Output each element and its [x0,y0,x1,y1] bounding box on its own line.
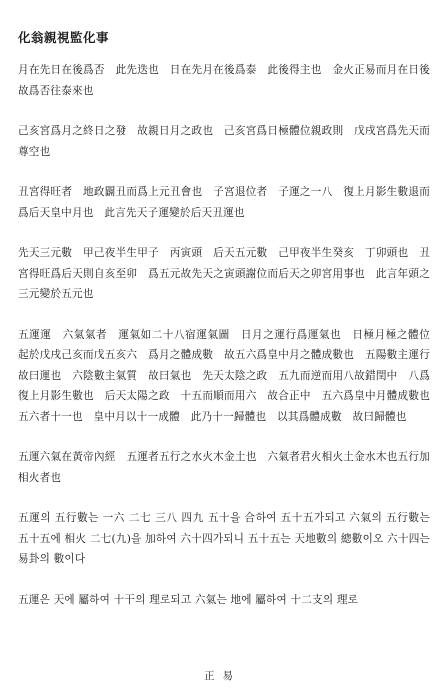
paragraph-6: 五運六氣在黃帝內經 五運者五行之水火木金土也 六氣者君火相火土金水木也五行加相火者也 [18,451,430,484]
paragraph-8: 五運은 天에 屬하여 十干의 理로되고 六氣는 地에 屬하여 十二支의 理로 [18,593,359,606]
paragraph-1: 月在先日在後爲否 此先迭也 日在先月在後爲泰 此後得主也 金火正易而月在日後故爲否往泰來也 [18,64,430,97]
document-page [18,30,441,630]
paragraph-7: 五運의 五行數는 一六 二七 三八 四九 五十을 合하여 五十五가되고 六氣의 五行數는 五十五에 相火 二七(九)을 加하여 六十四가되니 五十五는 天地數의 總數이오 六十四는 易卦의 數이다 [18,512,430,565]
page-title: 化翁親視監化事 [18,30,110,45]
paragraph-4: 先天三元數 甲己夜半生甲子 丙寅頭 后天五元數 己甲夜半生癸亥 丁卯頭也 丑宮得旺爲后天則自亥至卯 爲五元故先天之寅頭謝位而后天之卯宮用事也 此言年頭之三元變於五元也 [18,247,430,300]
paragraph-3: 丑宮得旺者 地政闢丑而爲上元丑會也 子宮退位者 子運之一八 復上月影生數退而爲后天皇中月也 此言先天子運變於后天丑運也 [18,186,430,219]
paragraph-5: 五運運 六氣氣者 運氣如二十八宿運氣圖 日月之運行爲運氣也 日極月極之體位 起於戊戌己亥而戊五亥六 爲月之體成數 故五六爲皇中月之體成數也 五陽數主運行 故曰運也 六陰數主氣質 故曰氣也 先天太陰之政 五九而逆而用八故錯閏中 八爲復上月影生數也 后天太陽之政 十五而順而用六 故合正中 五六爲皇中月體成數也 五六者十一也 皇中月以十一成體 此乃十一歸體也 以其爲體成數 故曰歸體也 [18,328,441,423]
paragraph-2: 己亥宮爲月之終日之發 故親日月之政也 己亥宮爲日極體位親政則 戊戌宮爲先天而尊空也 [18,125,430,158]
running-footer: 正易 [204,670,241,682]
